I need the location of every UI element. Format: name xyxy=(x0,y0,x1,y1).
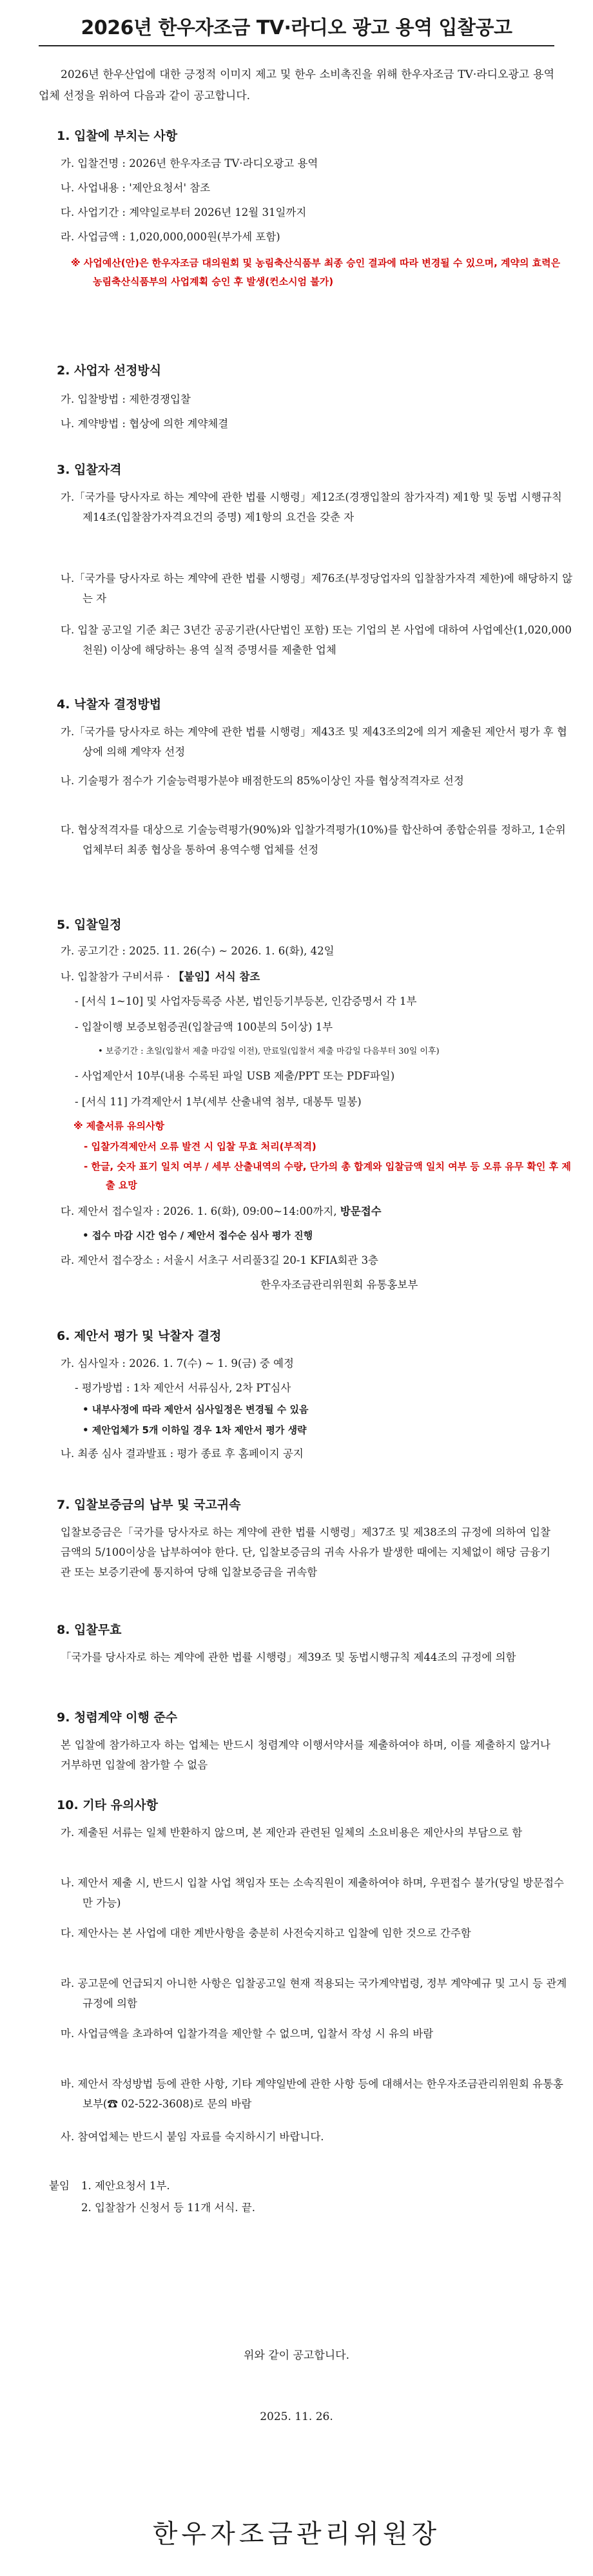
s8-body: 「국가를 당사자로 하는 계약에 관한 법률 시행령」제39조 및 동법시행규칙 제44조의 규정에 의함 xyxy=(61,1651,516,1663)
section-7-heading: 7. 입찰보증금의 납부 및 국고귀속 xyxy=(57,1498,241,1512)
s5-item-c xyxy=(61,1201,550,1221)
s5-item-b-attachment-ref: 【붙임】서식 참조 xyxy=(173,971,260,983)
s2-item-b: 나. 계약방법 : 협상에 의한 계약체결 xyxy=(61,418,229,430)
s10-item-e: 마. 사업금액을 초과하여 입찰가격을 제안할 수 없으며, 입찰서 작성 시 유의 바람 xyxy=(61,2028,434,2040)
attachment-label: 붙임 xyxy=(49,2180,70,2192)
announcement-date: 2025. 11. 26. xyxy=(260,2410,333,2423)
s5-warning-heading: ※ 제출서류 유의사항 xyxy=(73,1120,164,1132)
s5-warning-2: - 한글, 숫자 표기 일치 여부 / 세부 산출내역의 수량, 단가의 총 합계와 입찰금액 일치 여부 등 오류 유무 확인 후 제출 요망 xyxy=(84,1161,571,1191)
s6-item-a-method: - 평가방법 : 1차 제안서 서류심사, 2차 PT심사 xyxy=(75,1382,291,1394)
attachment-item-2: 2. 입찰참가 신청서 등 11개 서식. 끝. xyxy=(81,2202,255,2214)
s5-doc-1: - [서식 1~10] 및 사업자등록증 사본, 법인등기부등본, 인감증명서 각 1부 xyxy=(75,995,417,1007)
section-1-heading: 1. 입찰에 부치는 사항 xyxy=(57,129,178,143)
issuer-name: 한우자조금관리위원장 xyxy=(152,2519,441,2549)
s3-item-b: 나.「국가를 당사자로 하는 계약에 관한 법률 시행령」제76조(부정당업자의 입찰참가자격 제한)에 해당하지 않는 자 xyxy=(61,572,573,605)
s1-item-a: 가. 입찰건명 : 2026년 한우자조금 TV·라디오광고 용역 xyxy=(61,157,318,169)
s10-item-b: 나. 제안서 제출 시, 반드시 입찰 사업 책임자 또는 소속직원이 제출하여야 하며, 우편접수 불가(당일 방문접수만 가능) xyxy=(61,1877,564,1909)
section-10-heading: 10. 기타 유의사항 xyxy=(57,1798,159,1812)
section-9-heading: 9. 청렴계약 이행 준수 xyxy=(57,1710,178,1725)
s5-item-a: 가. 공고기간 : 2025. 11. 26(수) ~ 2026. 1. 6(화), 42일 xyxy=(61,945,335,957)
s5-item-d-dept: 한우자조금관리위원회 유통홍보부 xyxy=(260,1279,418,1291)
section-6-heading: 6. 제안서 평가 및 낙찰자 결정 xyxy=(57,1329,222,1343)
section-3-heading: 3. 입찰자격 xyxy=(57,463,122,477)
s3-item-c: 다. 입찰 공고일 기준 최근 3년간 공공기관(사단법인 포함) 또는 기업의 본 사업에 대하여 사업예산(1,020,000천원) 이상에 해당하는 용역 실적 증명서를 제출한 업체 xyxy=(61,624,572,656)
s1-item-d: 라. 사업금액 : 1,020,000,000원(부가세 포함) xyxy=(61,231,280,243)
s9-body: 본 입찰에 참가하고자 하는 업체는 반드시 청렴계약 이행서약서를 제출하여야 하며, 이를 제출하지 않거나 거부하면 입찰에 참가할 수 없음 xyxy=(61,1739,550,1771)
closing-statement: 위와 같이 공고합니다. xyxy=(243,2349,349,2362)
s1-note: ※ 사업예산(안)은 한우자조금 대의원회 및 농림축산식품부 최종 승인 결과에 따라 변경될 수 있으며, 계약의 효력은 농림축산식품부의 사업계획 승인 후 발생(컨소시엄 불가) xyxy=(71,257,561,287)
intro-paragraph: 2026년 한우산업에 대한 긍정적 이미지 제고 및 한우 소비촉진을 위해 한우자조금 TV·라디오광고 용역업체 선정을 위하여 다음과 같이 공고합니다. xyxy=(39,68,554,102)
s10-item-g: 사. 참여업체는 반드시 붙임 자료를 숙지하시기 바랍니다. xyxy=(61,2131,324,2143)
s5-doc-2: - 입찰이행 보증보험증권(입찰금액 100분의 5이상) 1부 xyxy=(75,1021,333,1033)
s4-item-c: 다. 협상적격자를 대상으로 기술능력평가(90%)와 입찰가격평가(10%)를 합산하여 종합순위를 정하고, 1순위 업체부터 최종 협상을 통하여 용역수행 업체를 선정 xyxy=(61,824,566,856)
s5-warning-1: - 입찰가격제안서 오류 발견 시 입찰 무효 처리(부적격) xyxy=(84,1141,316,1152)
s10-item-d: 라. 공고문에 언급되지 아니한 사항은 입찰공고일 현재 적용되는 국가계약법령, 정부 계약예규 및 고시 등 관계 규정에 의함 xyxy=(61,1977,567,2009)
attachment-item-1: 1. 제안요청서 1부. xyxy=(81,2180,170,2192)
s5-doc-2-note: • 보증기간 : 초일(입찰서 제출 마감일 이전), 만료일(입찰서 제출 마감일 다음부터 30일 이후) xyxy=(98,1047,440,1056)
s5-doc-4: - [서식 11] 가격제안서 1부(세부 산출내역 첨부, 대봉투 밀봉) xyxy=(75,1096,362,1108)
s5-item-b xyxy=(61,967,550,987)
section-8-heading: 8. 입찰무효 xyxy=(57,1623,122,1637)
s4-item-b: 나. 기술평가 점수가 기술능력평가분야 배점한도의 85%이상인 자를 협상적격자로 선정 xyxy=(61,775,464,787)
s10-item-c: 다. 제안사는 본 사업에 대한 계반사항을 충분히 사전숙지하고 입찰에 임한 것으로 간주함 xyxy=(61,1927,471,1939)
s7-body: 입찰보증금은「국가를 당사자로 하는 계약에 관한 법률 시행령」제37조 및 제38조의 규정에 의하여 입찰금액의 5/100이상을 납부하여야 한다. 단, 입찰보증금의 귀속 사유가 발생한 때에는 지체없이 해당 금융기관 또는 보증기관에 통지하여 당해 입찰보증금을 귀속함 xyxy=(61,1526,550,1578)
s6-item-b: 나. 최종 심사 결과발표 : 평가 종료 후 홈페이지 공지 xyxy=(61,1448,304,1460)
section-5-heading: 5. 입찰일정 xyxy=(57,918,122,932)
s1-item-b: 나. 사업내용 : '제안요청서' 참조 xyxy=(61,182,211,194)
s5-item-c-text: 다. 제안서 접수일자 : 2026. 1. 6(화), 09:00~14:00까지, xyxy=(61,1205,340,1217)
section-4-heading: 4. 낙찰자 결정방법 xyxy=(57,697,162,712)
s4-item-a: 가.「국가를 당사자로 하는 계약에 관한 법률 시행령」제43조 및 제43조의2에 의거 제출된 제안서 평가 후 협상에 의해 계약자 선정 xyxy=(61,726,567,758)
s2-item-a: 가. 입찰방법 : 제한경쟁입찰 xyxy=(61,393,191,405)
section-2-heading: 2. 사업자 선정방식 xyxy=(57,363,162,378)
s10-item-a: 가. 제출된 서류는 일체 반환하지 않으며, 본 제안과 관련된 일체의 소요비용은 제안사의 부담으로 함 xyxy=(61,1826,523,1839)
page-title: 2026년 한우자조금 TV·라디오 광고 용역 입찰공고 xyxy=(39,12,554,46)
s5-item-b-text: 나. 입찰참가 구비서류 · xyxy=(61,971,173,983)
s6-item-a: 가. 심사일자 : 2026. 1. 7(수) ~ 1. 9(금) 중 예정 xyxy=(61,1357,294,1370)
s5-item-c-note: • 접수 마감 시간 엄수 / 제안서 접수순 심사 평가 진행 xyxy=(83,1230,313,1241)
s6-note-1: • 내부사정에 따라 제안서 심사일정은 변경될 수 있음 xyxy=(83,1404,309,1415)
s5-item-c-visit: 방문접수 xyxy=(340,1205,382,1217)
s5-doc-3: - 사업제안서 10부(내용 수록된 파일 USB 제출/PPT 또는 PDF파일) xyxy=(75,1070,395,1082)
s3-item-a: 가.「국가를 당사자로 하는 계약에 관한 법률 시행령」제12조(경쟁입찰의 참가자격) 제1항 및 동법 시행규칙 제14조(입찰참가자격요건의 증명) 제1항의 요건을 갖춘 자 xyxy=(61,491,562,523)
s1-item-c: 다. 사업기간 : 계약일로부터 2026년 12월 31일까지 xyxy=(61,206,307,218)
s6-note-2: • 제안업체가 5개 이하일 경우 1차 제안서 평가 생략 xyxy=(83,1424,307,1436)
s10-item-f: 바. 제안서 작성방법 등에 관한 사항, 기타 계약일반에 관한 사항 등에 대해서는 한우자조금관리위원회 유통홍보부(☎ 02-522-3608)로 문의 바람 xyxy=(61,2078,563,2110)
s5-item-d: 라. 제안서 접수장소 : 서울시 서초구 서리풀3길 20-1 KFIA회관 3층 xyxy=(61,1254,378,1266)
